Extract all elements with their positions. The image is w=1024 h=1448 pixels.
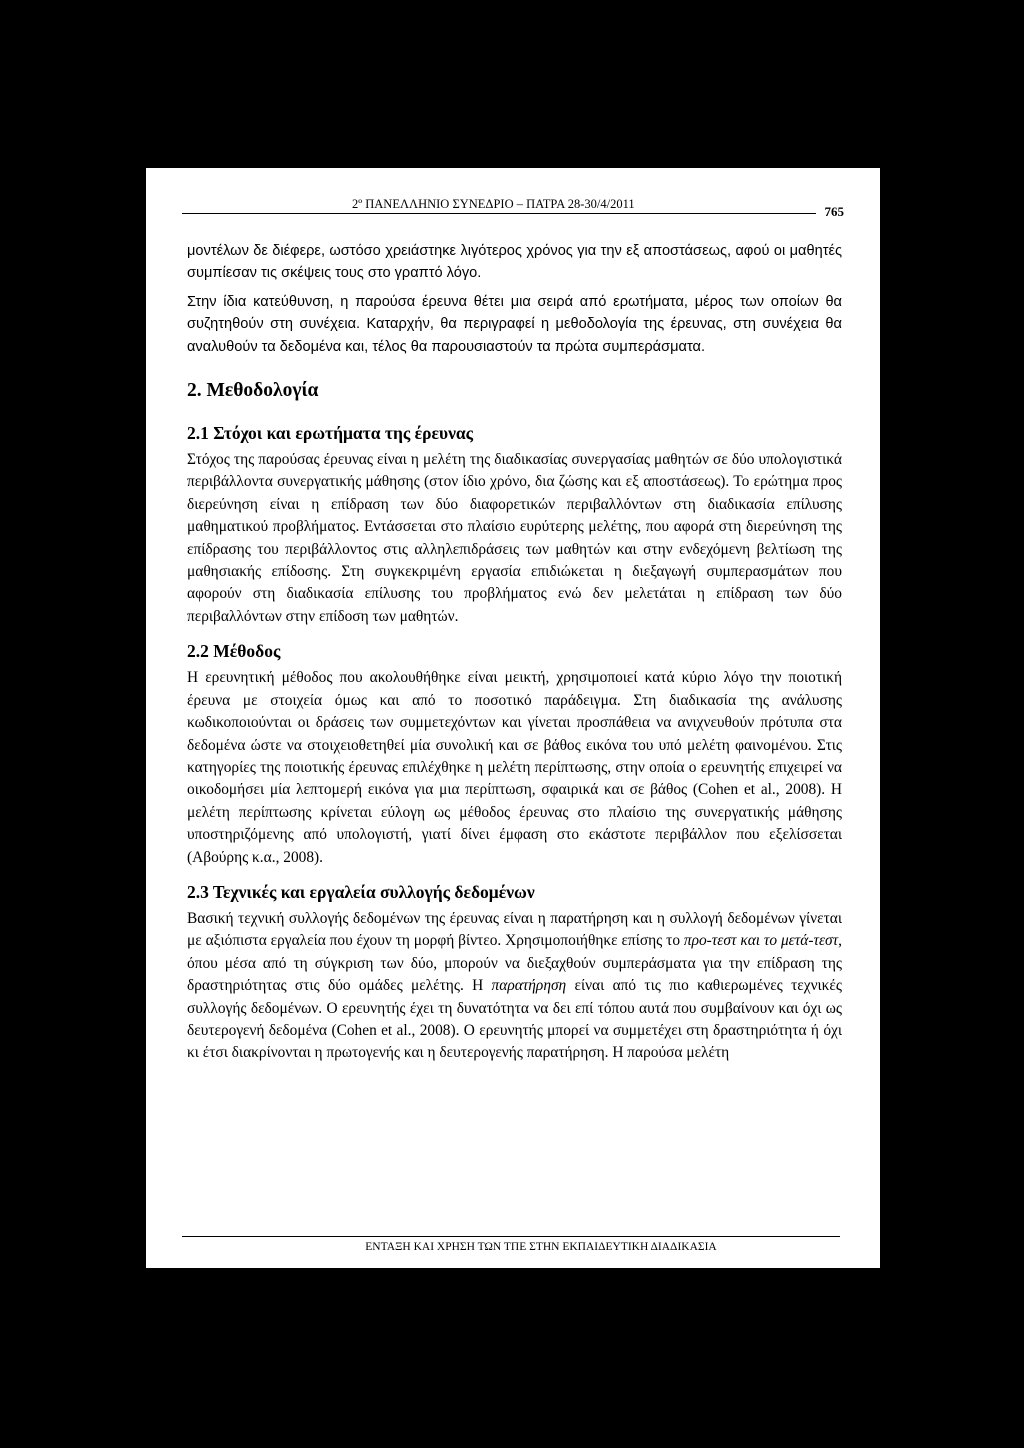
goals-paragraph: Στόχος της παρούσας έρευνας είναι η μελέτη της διαδικασίας συνεργασίας μαθητών σε δύο υπολογιστικά περιβάλλοντα συνεργατικής μάθησης (στον ίδιο χρόνο, δια ζώσης και εξ αποστάσεως). Το ερώτημα προς διερεύνηση είναι η επίδραση των δύο διαφορετικών περιβαλλόντων στη διαδικασία επίλυσης μαθηματικού προβλήματος. Εντάσσεται στο πλαίσιο ευρύτερης μελέτης, που αφορά στη διερεύνηση της επίδρασης του περιβάλλοντος στις αλληλεπιδράσεις των μαθητών και στην ενδεχόμενη βελτίωση της μαθησιακής επίδοσης. Στη συγκεκριμένη εργασία επιδιώκεται η διεξαγωγή συμπερασμάτων που αφορούν στη διαδικασία επίλυσης του προβλήματος ενώ δεν μελετάται η επίδραση των δύο περιβαλλόντων στην επίδοση των μαθητών.	[187, 451, 842, 625]
section-heading-methodology: 2. Μεθοδολογία	[187, 380, 319, 402]
method-paragraph: Η ερευνητική μέθοδος που ακολουθήθηκε είναι μεικτή, χρησιμοποιεί κατά κύριο λόγο την ποιοτική έρευνα με στοιχεία όμως και από το ποσοτικό παράδειγμα. Στη διαδικασία της ανάλυσης κωδικοποιούνται οι δράσεις των συμμετεχόντων και γίνεται προσπάθεια να ανιχνευθούν πρότυπα στα δεδομένα ώστε να στοιχειοθετηθεί μία συνολική και σε βάθος εικόνα του υπό μελέτη φαινομένου. Στις κατηγορίες της ποιοτικής έρευνας επιλέχθηκε η μελέτη περίπτωσης, στην οποία ο ερευνητής επιχειρεί να οικοδομήσει μία λεπτομερή εικόνα για μια περίπτωση, σφαιρικά και σε βάθος (Cohen et al., 2008). Η μελέτη περίπτωσης κρίνεται εύλογη ως μέθοδος έρευνας στο πλαίσιο της συνεργατικής μάθησης υποστηριζόμενης από υπολογιστή, γιατί δίνει έμφαση στο εκάστοτε περιβάλλον που εξελίσσεται (Αβούρης κ.α., 2008).	[187, 669, 842, 866]
document-body	[187, 240, 842, 1065]
header-rule	[182, 213, 816, 214]
intro-paragraph-1: μοντέλων δε διέφερε, ωστόσο χρειάστηκε λιγότερος χρόνος για την εξ αποστάσεως, αφού οι μαθητές συμπίεσαν τις σκέψεις τους στο γραπτό λόγο.	[187, 243, 842, 282]
running-footer: ΕΝΤΑΞΗ ΚΑΙ ΧΡΗΣΗ ΤΩΝ ΤΠΕ ΣΤΗΝ ΕΚΠΑΙΔΕΥΤΙΚΗ ΔΙΑΔΙΚΑΣΙΑ	[365, 1241, 717, 1253]
page-number: 765	[824, 204, 844, 219]
techniques-italic-observation: παρατήρηση	[491, 977, 567, 995]
techniques-paragraph	[187, 908, 842, 1065]
subsection-heading-method: 2.2 Μέθοδος	[187, 641, 281, 662]
footer-rule	[182, 1236, 840, 1237]
techniques-italic-tests: προ-τεστ και το μετά-τεστ	[683, 932, 839, 950]
conference-title: 2º ΠΑΝΕΛΛΗΝΙΟ ΣΥΝΕΔΡΙΟ – ΠΑΤΡΑ 28-30/4/2011	[352, 197, 635, 211]
intro-paragraph-2: Στην ίδια κατεύθυνση, η παρούσα έρευνα θέτει μια σειρά από ερωτήματα, μέρος των οποίων θα συζητηθούν στη συνέχεια. Καταρχήν, θα περιγραφεί η μεθοδολογία της έρευνας, στη συνέχεια θα αναλυθούν τα δεδομένα και, τέλος θα παρουσιαστούν τα πρώτα συμπεράσματα.	[187, 293, 842, 355]
techniques-text-a: Βασική τεχνική συλλογής δεδομένων της έρευνας είναι η παρατήρηση και η συλλογή δεδομένων γίνεται με αξιόπιστα εργαλεία που έχουν τη μορφή βίντεο. Χρησιμοποιήθηκε επίσης το	[187, 909, 842, 950]
techniques-text-b: , όπου μέσα από τη σύγκριση των δύο, μπορούν να διεξαχθούν συμπεράσματα για την επίδραση της δραστηριότητας στις δύο ομάδες μελέτης. Η	[187, 932, 842, 995]
running-header	[182, 197, 844, 217]
techniques-text-c: είναι από τις πιο καθιερωμένες τεχνικές συλλογής δεδομένων. Ο ερευνητής έχει τη δυνατότητα να δει επί τόπου αυτά που συμβαίνουν και όχι ως δευτερογενή δεδομένα (Cohen et al., 2008). Ο ερευνητής μπορεί να συμμετέχει στη δραστηριότητα ή όχι κι έτσι διακρίνονται η πρωτογενής και η δευτερογενής παρατήρηση. Η παρούσα μελέτη	[187, 977, 842, 1062]
subsection-heading-techniques: 2.3 Τεχνικές και εργαλεία συλλογής δεδομένων	[187, 881, 535, 902]
subsection-heading-goals: 2.1 Στόχοι και ερωτήματα της έρευνας	[187, 423, 474, 444]
